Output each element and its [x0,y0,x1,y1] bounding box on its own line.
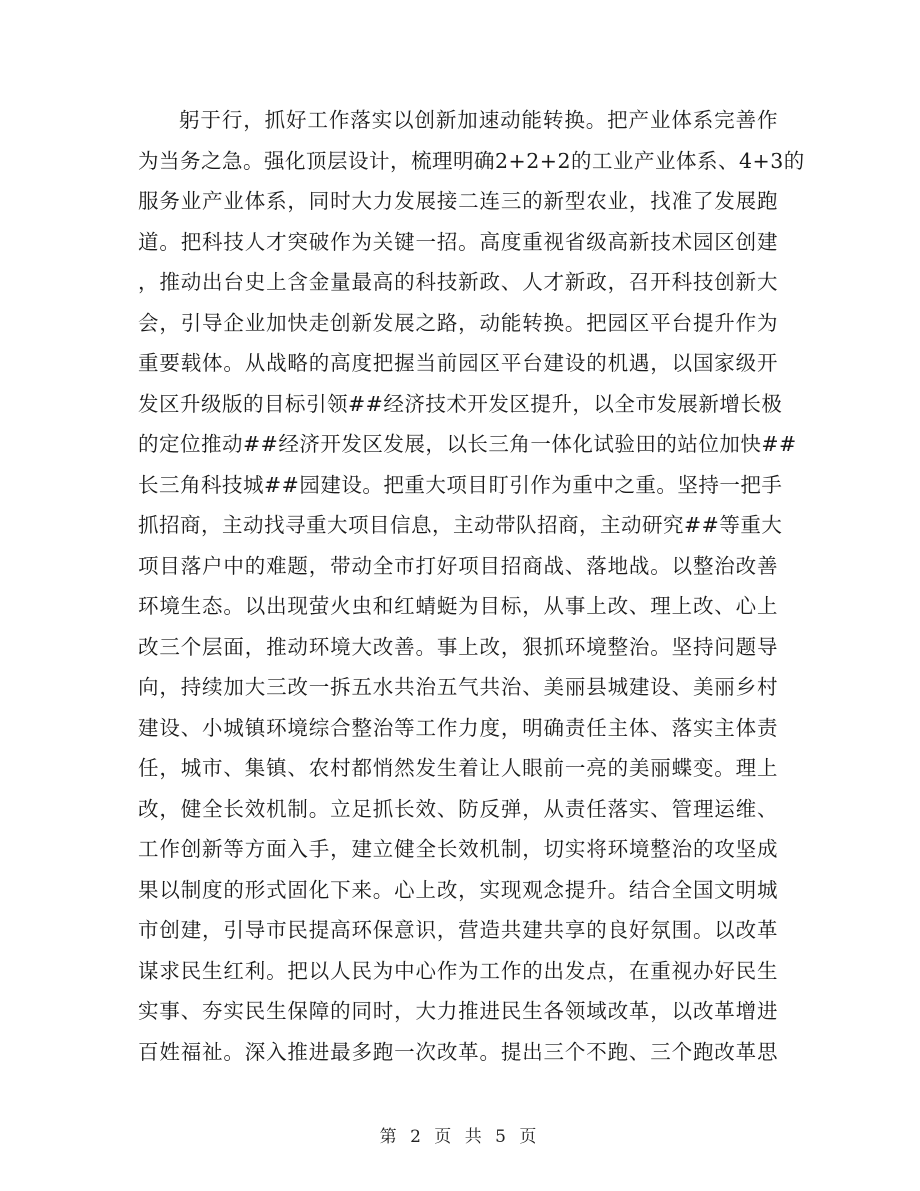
text-line: 的定位推动##经济开发区发展，以长三角一体化试验田的站位加快## [138,432,797,456]
text-line: 长三角科技城##园建设。把重大项目盯引作为重中之重。坚持一把手 [138,472,783,497]
text-line: 工作创新等方面入手，建立健全长效机制，切实将环境整治的攻坚成 [138,837,778,861]
text-line: 道。把科技人才突破作为关键一招。高度重视省级高新技术园区创建 [138,229,778,254]
body-paragraph [138,100,805,1072]
text-line: 抓招商，主动找寻重大项目信息，主动带队招商，主动研究##等重大 [138,513,783,537]
text-line: 项目落户中的难题，带动全市打好项目招商战、落地战。以整治改善 [138,553,778,578]
text-line: 果以制度的形式固化下来。心上改，实现观念提升。结合全国文明城 [138,877,778,902]
page-number: 第 2 页 共 5 页 [379,1127,541,1147]
text-line: 改三个层面，推动环境大改善。事上改，狠抓环境整治。坚持问题导 [138,634,778,659]
text-line: 改，健全长效机制。立足抓长效、防反弹，从责任落实、管理运维、 [138,796,778,821]
text-line: 百姓福祉。深入推进最多跑一次改革。提出三个不跑、三个跑改革思 [138,1039,778,1064]
text-line: 建设、小城镇环境综合整治等工作力度，明确责任主体、落实主体责 [138,715,778,740]
text-line: 市创建，引导市民提高环保意识，营造共建共享的良好氛围。以改革 [138,918,778,942]
text-line: 服务业产业体系，同时大力发展接二连三的新型农业，找准了发展跑 [138,189,778,213]
text-line: 谋求民生红利。把以人民为中心作为工作的出发点，在重视办好民生 [138,958,778,983]
text-line: 发区升级版的目标引领##经济技术开发区提升，以全市发展新增长极 [138,391,783,416]
text-line: 环境生态。以出现萤火虫和红蜻蜓为目标，从事上改、理上改、心上 [138,594,778,618]
text-line: 会，引导企业加快走创新发展之路，动能转换。把园区平台提升作为 [138,310,778,335]
text-line: 实事、夯实民生保障的同时，大力推进民生各领域改革，以改革增进 [138,999,778,1023]
text-line: 任，城市、集镇、农村都悄然发生着让人眼前一亮的美丽蝶变。理上 [138,756,778,780]
text-line: 躬于行，抓好工作落实以创新加速动能转换。把产业体系完善作 [179,108,778,132]
text-line: 为当务之急。强化顶层设计，梳理明确2+2+2的工业产业体系、4+3的 [138,148,805,173]
text-line: ，推动出台史上含金量最高的科技新政、人才新政，召开科技创新大 [138,270,778,294]
text-line: 向，持续加大三改一拆五水共治五气共治、美丽县城建设、美丽乡村 [138,675,778,699]
text-line: 重要载体。从战略的高度把握当前园区平台建设的机遇，以国家级开 [138,351,778,375]
